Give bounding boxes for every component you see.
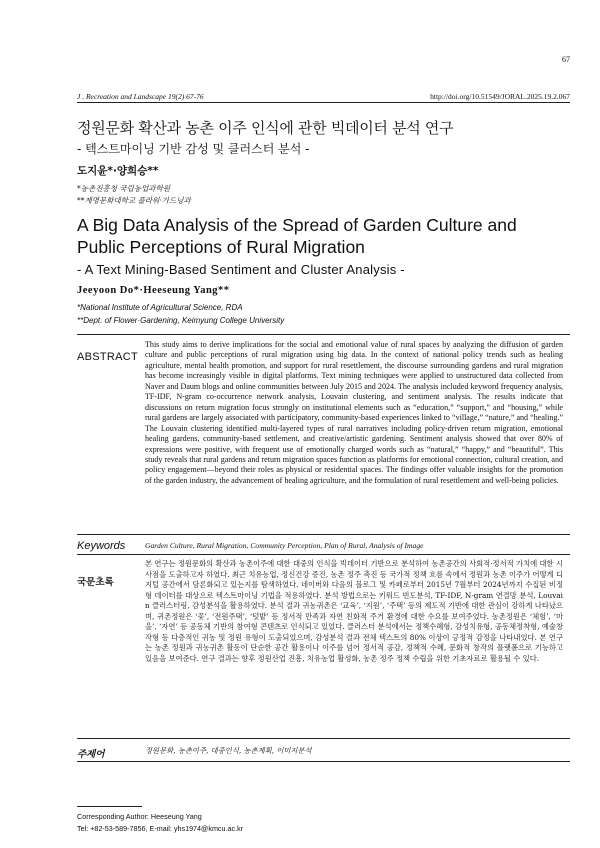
page-number: 67: [562, 55, 570, 64]
english-subtitle: - A Text Mining-Based Sentiment and Cluster Analysis -: [77, 262, 405, 277]
header-divider: [77, 102, 570, 103]
abstract-text: This study aims to derive implications for the social and emotional value of rural spaces by analyzing the diffusion of garden culture and public perceptions of rural migration using big data. In the context of national policy trends such as healing agriculture, mental health promotion, and support for rural resettlement, the discourse surrounding gardens and rural migration has become increasingly visible in digital platforms. Text mining techniques were applied to unstructured data collected from Naver and Daum blogs and online communities between July 2015 and 2024. The analysis included keyword frequency analysis, TF-IDF, N-gram co-occurrence network analysis, Louvain clustering, and sentiment analysis. The results indicate that discussions on return migration focus strongly on institutional elements such as “education,” “support,” and “housing,” while rural gardens are largely associated with participatory, community-based experiences linked to “village,” “nature,” and “healing.” The Louvain clustering identified multi-layered types of rural narratives including policy-driven return migration, emotional healing gardens, community-based settlement, and creative/artistic gardening. Sentiment analysis showed that over 80% of expressions were positive, with frequent use of emotionally charged words such as “natural,” “happy,” and “beautiful”. This study reveals that rural gardens and return migration spaces function as platforms for emotional connection, cultural creation, and policy engagement—beyond their roles as physical or residential spaces. The findings offer valuable insights for the promotion of the garden industry, the advancement of healing agriculture, and the formulation of rural resettlement and well-being policies.: [145, 340, 563, 485]
contact-info: Tel: +82-53-589-7856, E-mail: yhs1974@kmcu.ac.kr: [77, 824, 244, 833]
korean-keywords-label: 주제어: [77, 749, 105, 760]
korean-affiliation-1: *농촌진흥청 국립농업과학원: [77, 184, 171, 193]
korean-keywords-text: 정원문화, 농촌이주, 대중인식, 농촌계획, 이미지분석: [145, 746, 312, 755]
keywords-text: Garden Culture, Rural Migration, Community Perception, Plan of Rural, Analysis of Image: [145, 541, 424, 550]
english-title: A Big Data Analysis of the Spread of Garden Culture and Public Perceptions of Rural Migration: [77, 215, 517, 257]
english-affiliation-1: *National Institute of Agricultural Science, RDA: [77, 303, 243, 312]
korean-abstract-text: 본 연구는 정원문화의 확산과 농촌이주에 대한 대중의 인식을 빅데이터 기반으로 분석하여 농촌공간의 사회적·정서적 가치에 대한 시사점을 도출하고자 하였다. 최근 치유농업, 정신건강 증진, 농촌 정주 촉진 등 국가적 정책 흐름 속에서 정원과 농촌 이주가 어떻게 디지털 공간에서 담론화되고 있는지를 탐색하였다. 네이버와 다음의 블로그 및 카페로부터 2015년 7월부터 2024년까지 수집된 비정형 데이터를 대상으로 텍스트마이닝 기법을 적용하였다. 분석 방법으로는 키워드 빈도분석, TF-IDF, N-gram 연결망 분석, Louvain 클러스터링, 감성분석을 활용하였다. 분석 결과 귀농귀촌은 ‘교육’, ‘지원’, ‘주택’ 등의 제도적 기반에 대한 관심이 강하게 나타났으며, 귀촌정원은 ‘꽃’, ‘전원주택’, ‘텃밭’ 등 정서적 만족과 자연 친화적 주거 환경에 대한 수요를 보여주었다. 농촌정원은 ‘체험’, ‘마을’, ‘자연’ 등 공동체 기반의 참여형 콘텐츠로 인식되고 있었다. 클러스터 분석에서는 정책수혜형, 감성치유형, 공동체정착형, 예술창작형 등 다층적인 귀농 및 정원 유형이 도출되었으며, 감성분석 결과 전체 텍스트의 80% 이상이 긍정적 감정을 나타내었다. 본 연구는 농촌 정원과 귀농귀촌 활동이 단순한 공간 활용이나 이주를 넘어 정서적 공감, 정책적 수혜, 문화적 창작의 플랫폼으로 기능하고 있음을 보여준다. 연구 결과는 향후 정원산업 진흥, 치유농업 활성화, 농촌 정주 정책 수립을 위한 기초자료로 활용될 수 있다.: [145, 559, 563, 663]
english-authors: Jeeyoon Do*·Heeseung Yang**: [77, 285, 230, 296]
bottom-divider: [77, 761, 570, 762]
footnote-divider: [77, 806, 142, 807]
korean-abstract-divider: [77, 554, 570, 555]
korean-abstract-label: 국문초록: [77, 577, 114, 588]
keywords-divider: [77, 534, 570, 535]
korean-title: 정원문화 확산과 농촌 이주 인식에 관한 빅데이터 분석 연구: [77, 119, 454, 137]
keywords-label: Keywords: [77, 540, 126, 552]
korean-keywords-divider: [77, 738, 570, 739]
doi-link[interactable]: http://doi.org/10.51549/JORAL.2025.19.2.067: [430, 92, 570, 101]
korean-authors: 도지윤*·양희승**: [77, 165, 159, 177]
korean-subtitle: - 텍스트마이닝 기반 감성 및 클러스터 분석 -: [77, 142, 310, 156]
korean-affiliation-2: **계명문화대학교 플라워·가드닝과: [77, 196, 191, 205]
corresponding-author: Corresponding Author: Heeseung Yang: [77, 812, 202, 821]
abstract-top-divider: [77, 334, 570, 335]
abstract-label: ABSTRACT: [77, 351, 139, 363]
journal-citation: J . Recreation and Landscape 19(2) 67-76: [77, 92, 204, 101]
english-affiliation-2: **Dept. of Flower·Gardening, Keimyung College University: [77, 316, 285, 325]
